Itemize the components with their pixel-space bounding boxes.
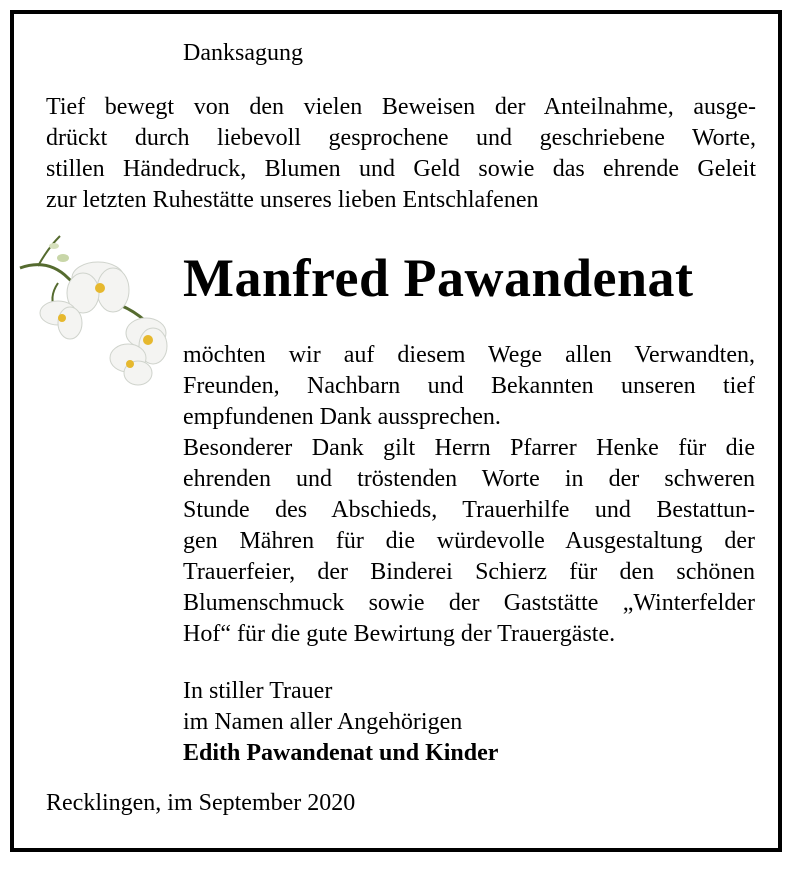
body-line: Freunden, Nachbarn und Bekannten unseren tief [183,373,755,399]
body-line: Stunde des Abschieds, Trauerhilfe und Bestattun- [183,497,755,523]
closing-block [183,676,498,769]
body-line: ehrenden und tröstenden Worte in der schweren [183,466,755,492]
body-line: Hof“ für die gute Bewirtung der Trauergäste. [183,621,616,647]
signers: Edith Pawandenat und Kinder [183,740,499,766]
body-line: gen Mähren für die würdevolle Ausgestaltung der [183,528,755,554]
intro-line: stillen Händedruck, Blumen und Geld sowie das ehrende Geleit [46,156,756,182]
intro-line: drückt durch liebevoll gesprochene und geschriebene Worte, [46,125,756,151]
intro-line: Tief bewegt von den vielen Beweisen der Anteilnahme, ausge- [46,94,756,120]
thanks-paragraph [183,340,755,650]
body-line: Trauerfeier, der Binderei Schierz für den schönen [183,559,755,585]
notice-title: Danksagung [183,40,303,66]
place-date: Recklingen, im September 2020 [46,790,356,816]
intro-paragraph [46,92,756,216]
body-line: möchten wir auf diesem Wege allen Verwandten, [183,342,755,368]
orchid-flowers-icon [18,228,178,388]
closing-line: In stiller Trauer [183,678,333,704]
body-line: empfundenen Dank aussprechen. [183,404,501,430]
body-line: Besonderer Dank gilt Herrn Pfarrer Henke für die [183,435,755,461]
closing-line: im Namen aller Angehörigen [183,709,463,735]
deceased-name: Manfred Pawandenat [183,248,694,308]
body-line: Blumenschmuck sowie der Gaststätte „Winterfelder [183,590,755,616]
intro-line: zur letzten Ruhestätte unseres lieben Entschlafenen [46,187,539,213]
